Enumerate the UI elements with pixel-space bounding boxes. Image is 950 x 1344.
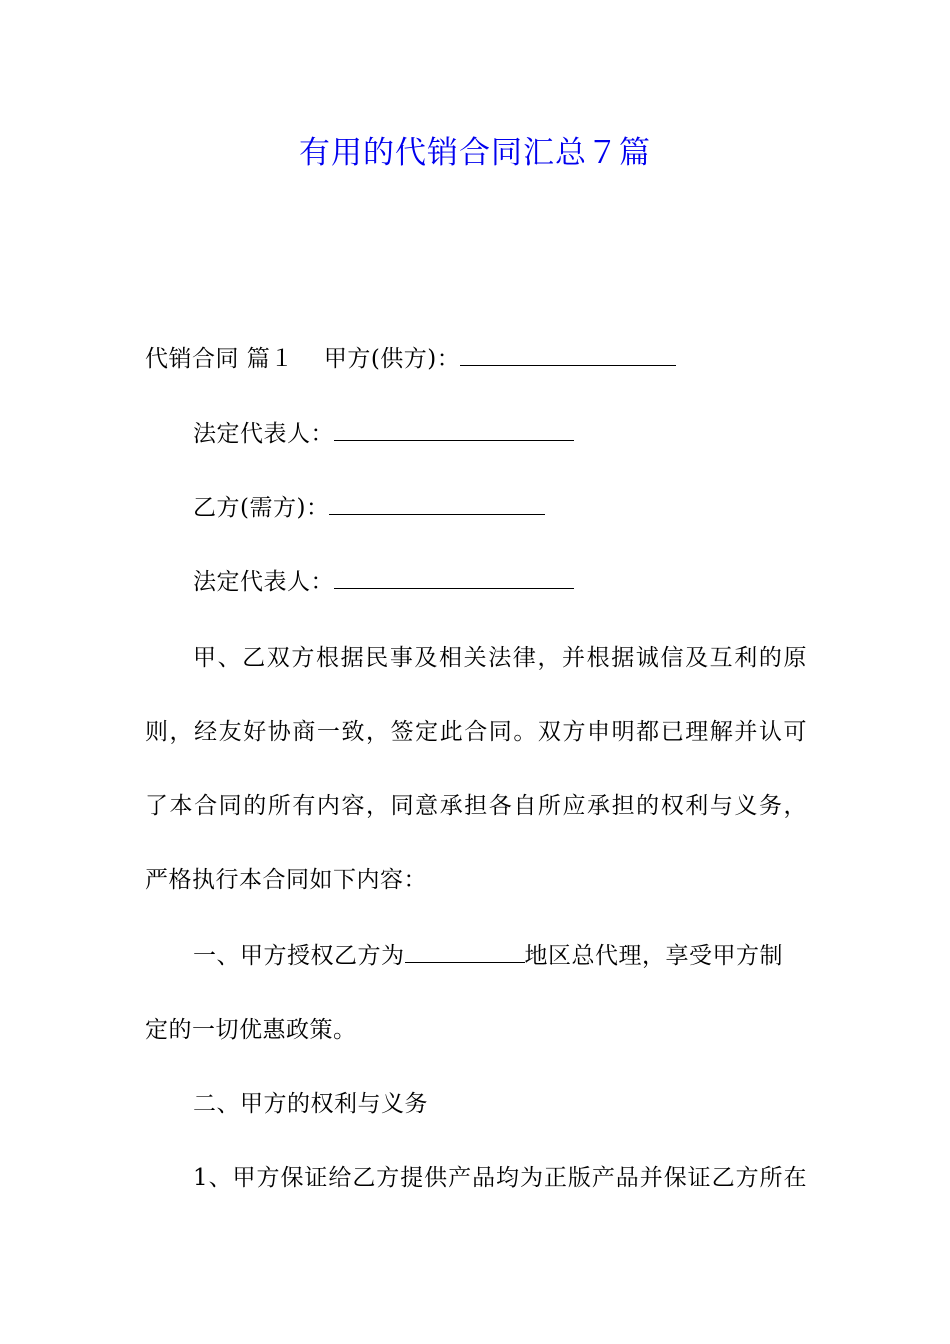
party-a-blank (460, 341, 676, 366)
item1-blank (405, 938, 525, 963)
legal-rep-line-2 (193, 564, 574, 600)
document-title: 有用的代销合同汇总７篇 (299, 135, 651, 171)
para1-line1: 甲、乙双方根据民事及相关法律，并根据诚信及互利的原 (193, 645, 807, 671)
legal-rep-label-2: 法定代表人： (193, 569, 334, 595)
para1-line3: 了本合同的所有内容，同意承担各自所应承担的权利与义务， (145, 793, 807, 819)
item2-1-line1: 1、甲方保证给乙方提供产品均为正版产品并保证乙方所在 (193, 1165, 807, 1191)
item1-prefix: 一、甲方授权乙方为 (193, 943, 405, 969)
contract-heading-line (145, 341, 676, 377)
item2-heading: 二、甲方的权利与义务 (193, 1091, 428, 1117)
legal-rep-label: 法定代表人： (193, 421, 334, 447)
party-b-line (193, 490, 545, 526)
para1-line4: 严格执行本合同如下内容： (145, 867, 427, 893)
legal-rep-blank (334, 416, 574, 441)
legal-rep-blank-2 (334, 564, 574, 589)
para1-line2: 则，经友好协商一致，签定此合同。双方申明都已理解并认可 (145, 719, 807, 745)
party-b-label: 乙方(需方)： (193, 495, 330, 521)
legal-rep-line (193, 416, 574, 452)
contract-heading: 代销合同 篇１ (145, 346, 294, 372)
party-a-label: 甲方(供方)： (323, 346, 461, 372)
item1-line2: 定的一切优惠政策。 (145, 1017, 357, 1043)
item1-line1 (193, 938, 783, 974)
item1-suffix: 地区总代理，享受甲方制 (524, 943, 783, 969)
party-b-blank (329, 490, 545, 515)
